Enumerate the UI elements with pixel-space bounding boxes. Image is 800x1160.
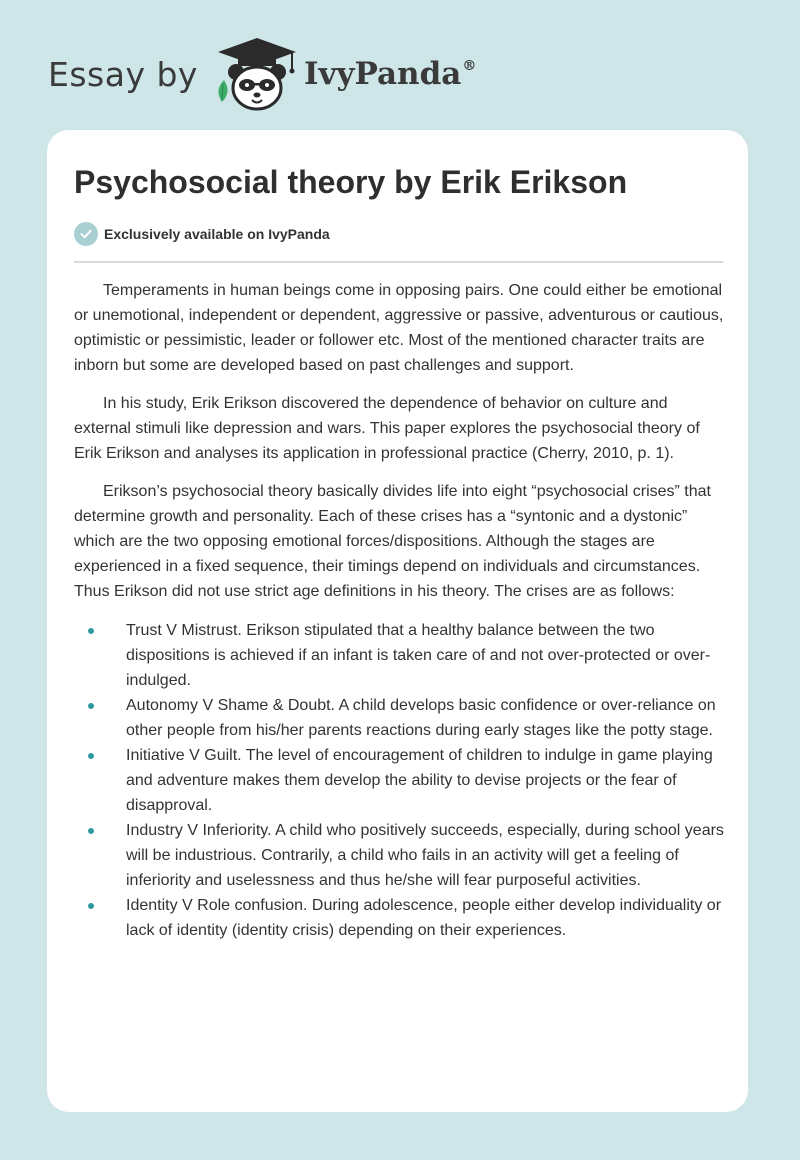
list-item-text: Initiative V Guilt. The level of encouragement of children to indulge in game playing and adventure makes them develop the ability to devise projects or the fear of disapproval. bbox=[126, 747, 713, 814]
paragraph: Erikson’s psychosocial theory basically divides life into eight “psychosocial crises” that determine growth and personality. Each of these crises has a “syntonic and a dystonic” which are the two opposing emotional forces/dispositions. Although the stages are experienced in a fixed sequence, their timings depend on individuals and circumstances. Thus Erikson did not use strict age definitions in his theory. The crises are as follows: bbox=[74, 483, 711, 600]
bullet-icon bbox=[88, 903, 94, 909]
bullet-icon bbox=[88, 753, 94, 759]
list-item bbox=[74, 893, 726, 943]
list-item bbox=[74, 618, 726, 693]
badge-label: Exclusively available on IvyPanda bbox=[104, 226, 330, 242]
site-header bbox=[48, 36, 476, 112]
page-title: Psychosocial theory by Erik Erikson bbox=[74, 164, 628, 200]
essay-body bbox=[74, 278, 726, 943]
exclusive-badge bbox=[74, 222, 330, 246]
list-item-text: Industry V Inferiority. A child who positively succeeds, especially, during school years will be industrious. Contrarily, a child who fails in an activity will get a feeling of inferiority and uselessness and thus he/she will fear purposeful activities. bbox=[126, 822, 724, 889]
registered-mark: ® bbox=[462, 58, 477, 74]
brand-text: IvyPanda bbox=[303, 56, 462, 92]
list-item-text: Autonomy V Shame & Doubt. A child develops basic confidence or over-reliance on other people from his/her parents reactions during early stages like the potty stage. bbox=[126, 697, 716, 739]
crises-list bbox=[74, 618, 726, 943]
bullet-icon bbox=[88, 828, 94, 834]
list-item-text: Trust V Mistrust. Erikson stipulated that a healthy balance between the two dispositions is achieved if an infant is taken care of and not over-protected or over-indulged. bbox=[126, 622, 711, 689]
essay-by-label: Essay by bbox=[48, 54, 198, 94]
essay-card bbox=[47, 130, 748, 1112]
check-icon bbox=[74, 222, 98, 246]
panda-logo-icon[interactable] bbox=[212, 36, 302, 112]
paragraph: Temperaments in human beings come in opposing pairs. One could either be emotional or unemotional, independent or dependent, aggressive or passive, adventurous or cautious, optimistic or pessimistic, leader or follower etc. Most of the mentioned character traits are inborn but some are developed based on past challenges and support. bbox=[74, 282, 724, 374]
divider bbox=[74, 261, 723, 263]
list-item-text: Identity V Role confusion. During adolescence, people either develop individuality or lack of identity (identity crisis) depending on their experiences. bbox=[126, 897, 722, 939]
brand-name[interactable] bbox=[304, 56, 476, 92]
list-item bbox=[74, 743, 726, 818]
list-item bbox=[74, 818, 726, 893]
bullet-icon bbox=[88, 628, 94, 634]
list-item bbox=[74, 693, 726, 743]
bullet-icon bbox=[88, 703, 94, 709]
paragraph: In his study, Erik Erikson discovered the dependence of behavior on culture and external stimuli like depression and wars. This paper explores the psychosocial theory of Erik Erikson and analyses its application in professional practice (Cherry, 2010, p. 1). bbox=[74, 395, 700, 462]
